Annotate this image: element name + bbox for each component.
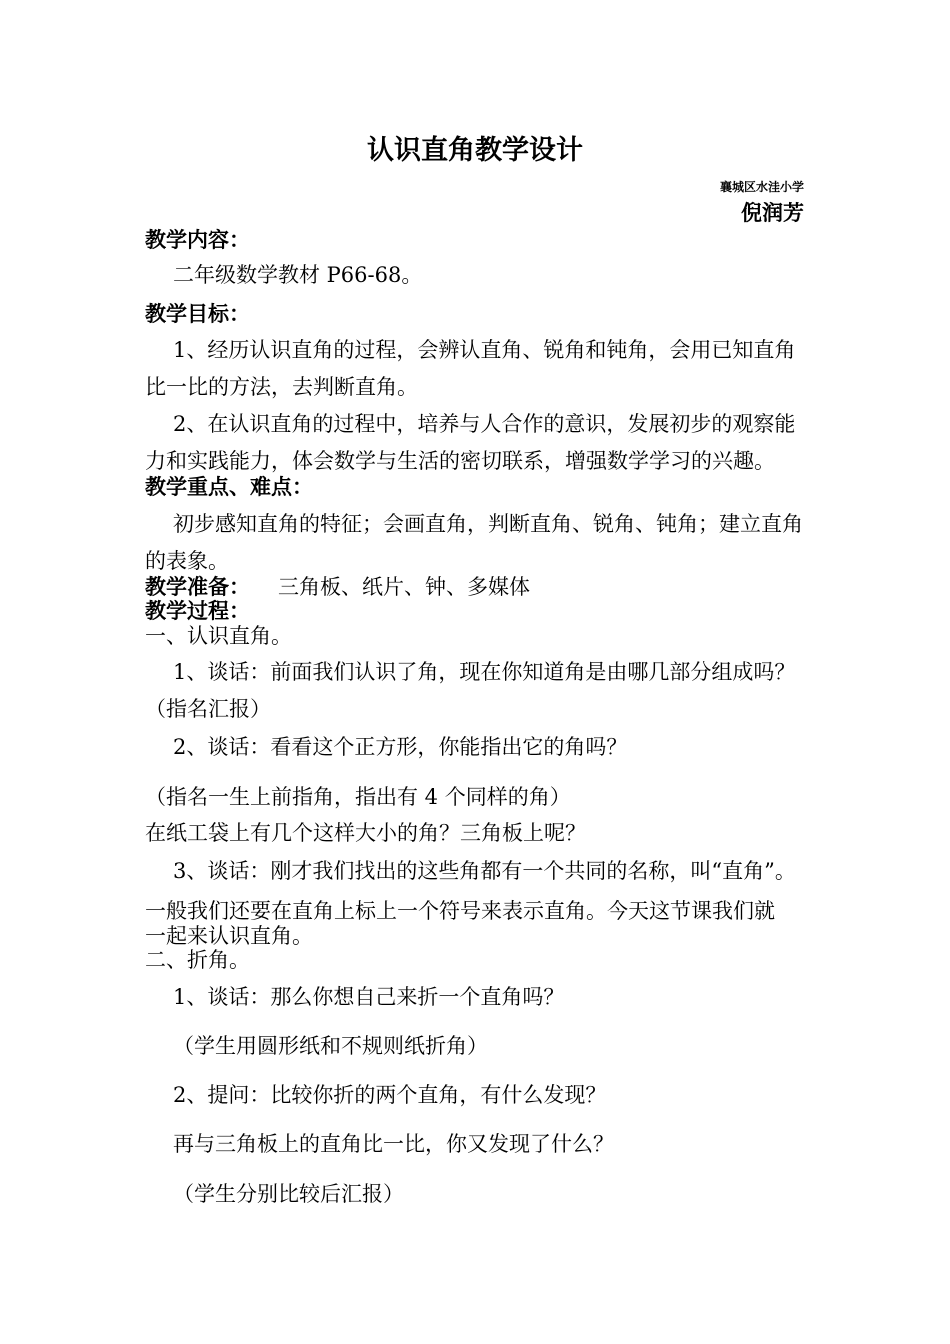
- key-points-line-1: 初步感知直角的特征；会画直角，判断直角、锐角、钝角；建立直角: [173, 512, 803, 536]
- goal-1-line-1: 1、经历认识直角的过程，会辨认直角、锐角和钝角，会用已知直角: [173, 338, 796, 362]
- part-1-item-2-note: （指名一生上前指角，指出有 4 个同样的角）: [145, 785, 571, 809]
- part-2-item-2-note: （学生分别比较后汇报）: [173, 1182, 404, 1206]
- preparation-text: 三角板、纸片、钟、多媒体: [278, 575, 530, 599]
- part-1-item-2-question: 在纸工袋上有几个这样大小的角？三角板上呢？: [145, 821, 586, 845]
- part-1-item-2: 2、谈话：看看这个正方形，你能指出它的角吗？: [173, 735, 628, 759]
- goal-2-line-2: 力和实践能力，体会数学与生活的密切联系，增强数学学习的兴趣。: [145, 449, 775, 473]
- page-title: 认识直角教学设计: [367, 135, 583, 166]
- preparation-heading: 教学准备：: [145, 575, 250, 599]
- content-text: 二年级数学教材 P66-68。: [173, 263, 423, 287]
- part-1-item-3-line-3: 一起来认识直角。: [145, 924, 313, 948]
- goals-heading: 教学目标：: [145, 302, 250, 326]
- part-2-item-1: 1、谈话：那么你想自己来折一个直角吗？: [173, 985, 565, 1009]
- part-1-item-1-note: （指名汇报）: [145, 697, 271, 721]
- key-points-heading: 教学重点、难点：: [145, 475, 313, 499]
- part-1-item-3: 3、谈话：刚才我们找出的这些角都有一个共同的名称，叫“直角”。: [173, 859, 796, 883]
- part-1-item-1: 1、谈话：前面我们认识了角，现在你知道角是由哪几部分组成吗？: [173, 660, 796, 684]
- content-heading: 教学内容：: [145, 228, 250, 252]
- part-1-item-3-line-2: 一般我们还要在直角上标上一个符号来表示直角。今天这节课我们就: [145, 899, 775, 923]
- part-2-item-1-note: （学生用圆形纸和不规则纸折角）: [173, 1034, 488, 1058]
- part-2-heading: 二、折角。: [145, 948, 250, 972]
- goal-2-line-1: 2、在认识直角的过程中，培养与人合作的意识，发展初步的观察能: [173, 412, 796, 436]
- process-heading: 教学过程：: [145, 599, 250, 623]
- part-2-item-2-question: 再与三角板上的直角比一比，你又发现了什么？: [173, 1132, 614, 1156]
- goal-1-line-2: 比一比的方法，去判断直角。: [145, 375, 418, 399]
- part-1-heading: 一、认识直角。: [145, 624, 292, 648]
- part-2-item-2: 2、提问：比较你折的两个直角，有什么发现？: [173, 1083, 607, 1107]
- author-name: 倪润芳: [741, 201, 804, 225]
- school-name: 襄城区水洼小学: [719, 180, 804, 194]
- key-points-line-2: 的表象。: [145, 549, 229, 573]
